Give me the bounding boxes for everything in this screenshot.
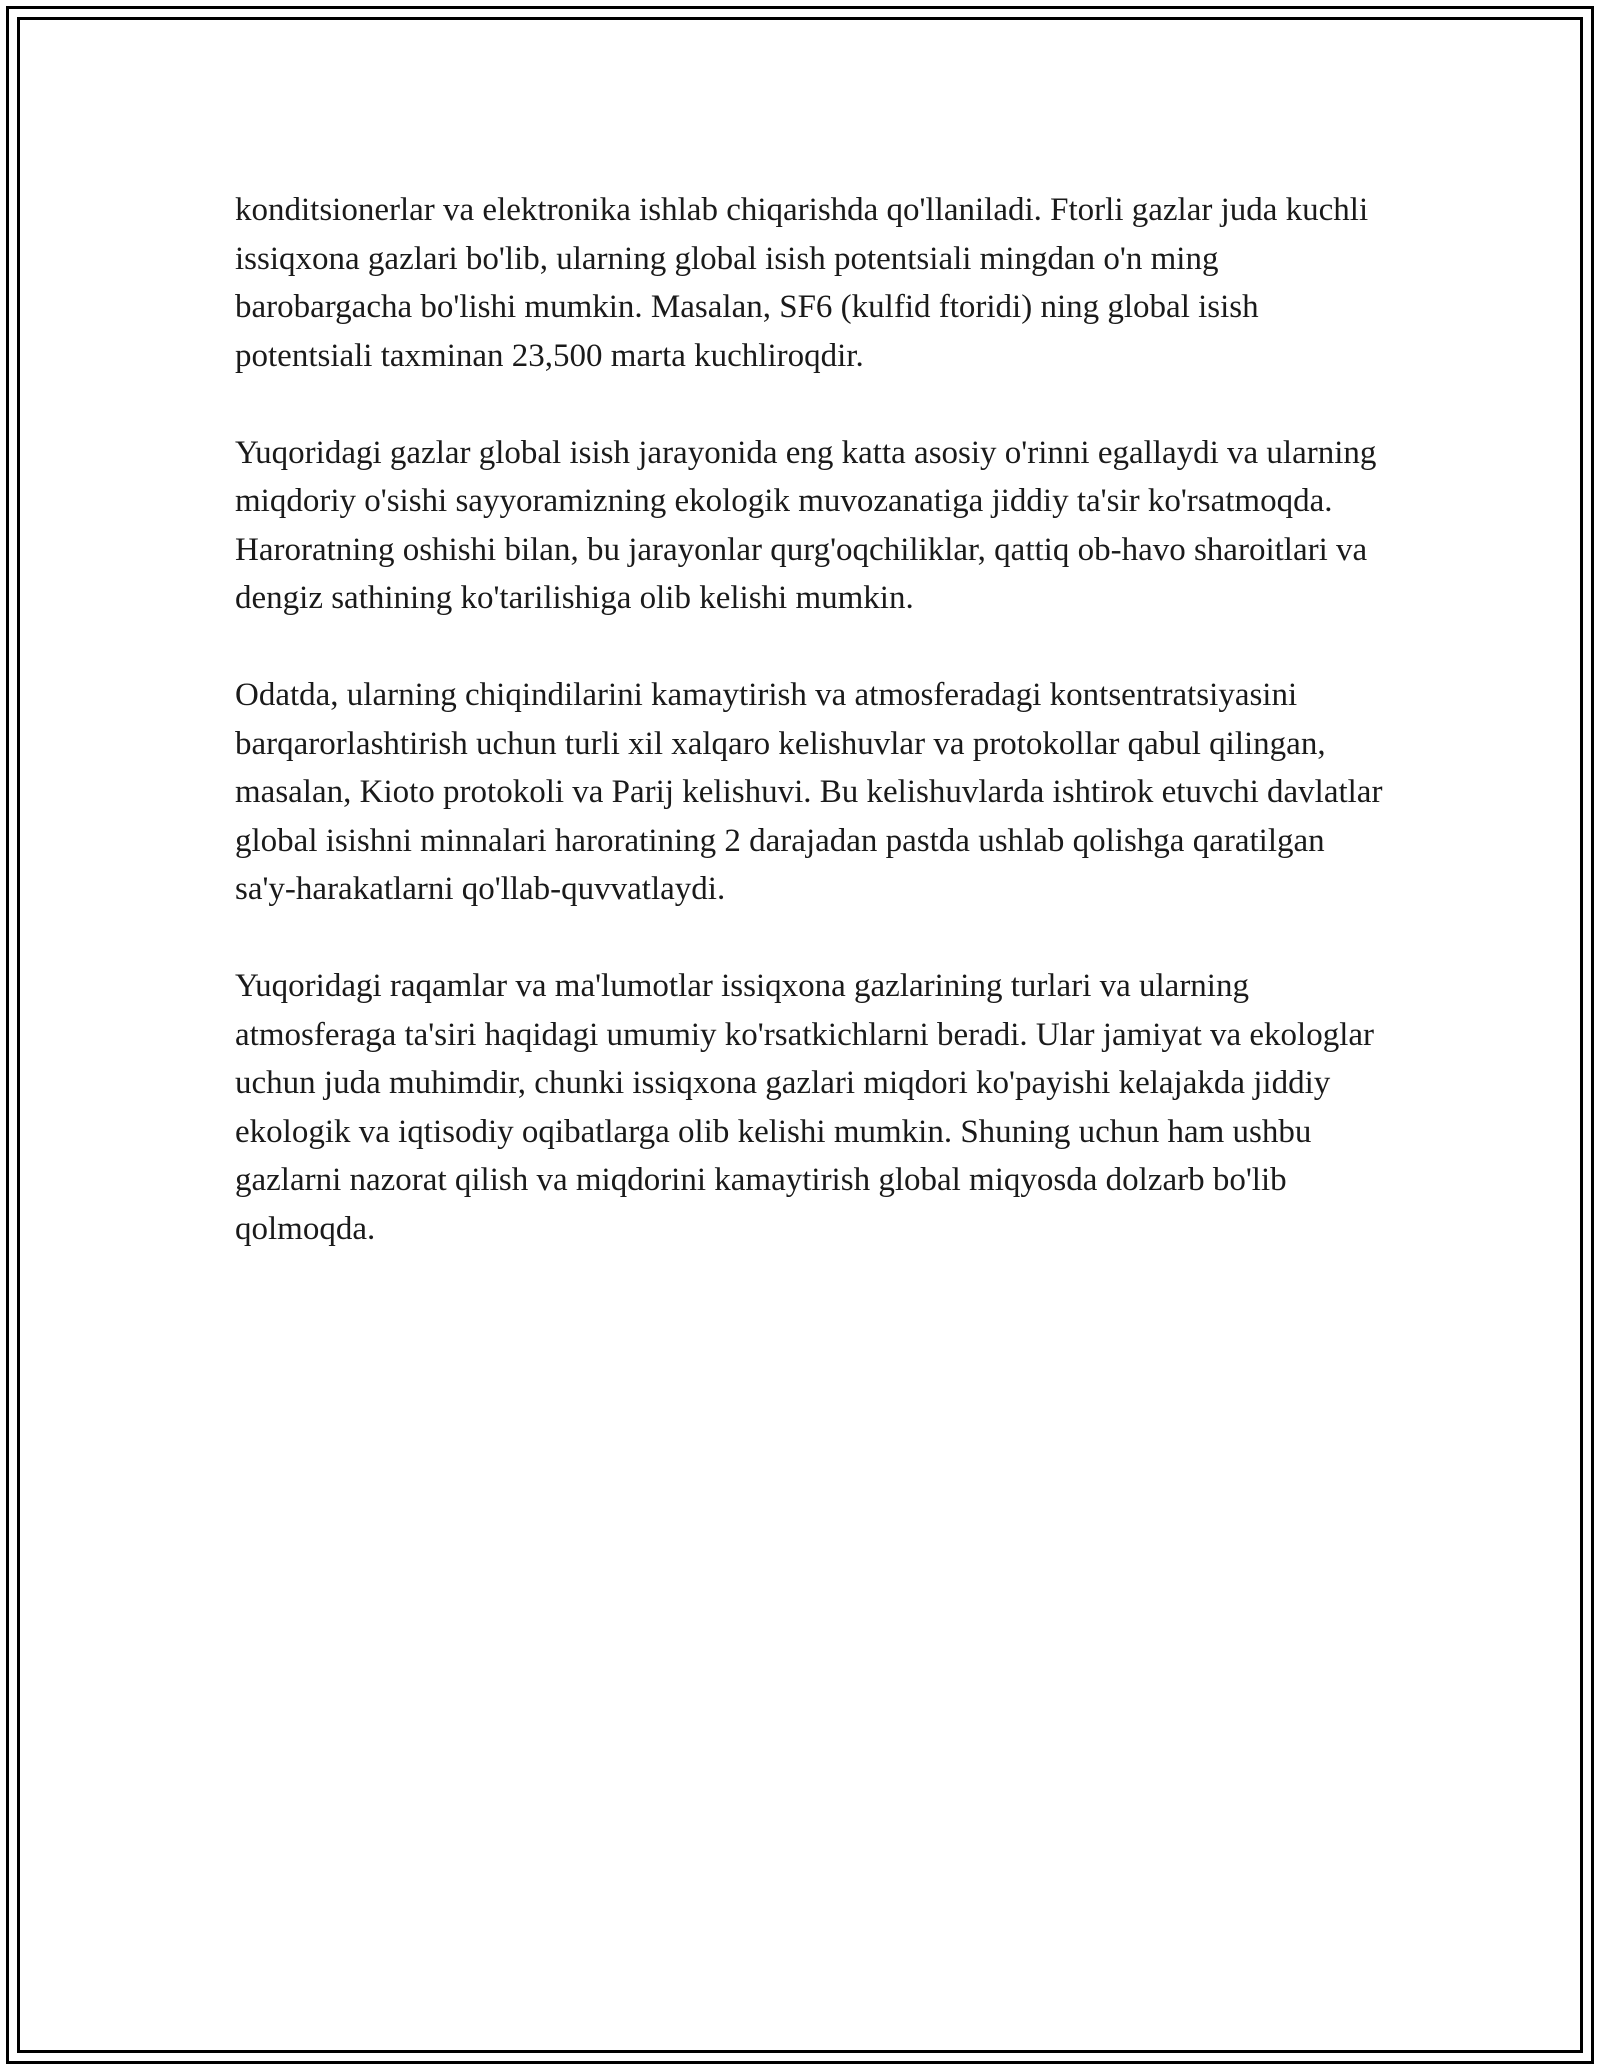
paragraph-2: Yuqoridagi gazlar global isish jarayonida eng katta asosiy o'rinni egallaydi va ularning miqdoriy o'sishi sayyoramizning ekologik muvozanatiga jiddiy ta'sir ko'rsatmoqda. Haroratning oshishi bilan, bu jarayonlar qurg'oqchiliklar, qattiq ob-havo sharoitlari va dengiz sathining ko'tarilishiga olib kelishi mumkin. bbox=[235, 434, 1377, 616]
paragraph-3: Odatda, ularning chiqindilarini kamaytirish va atmosferadagi kontsentratsiyasini barqarorlashtirish uchun turli xil xalqaro kelishuvlar va protokollar qabul qilingan, masalan, Kioto protokoli va Parij kelishuvi. Bu kelishuvlarda ishtirok etuvchi davlatlar global isishni minnalari haroratining 2 darajadan pastda ushlab qolishga qaratilgan sa'y-harakatlarni qo'llab-quvvatlaydi. bbox=[235, 677, 1383, 907]
document-body bbox=[235, 186, 1385, 1302]
paragraph-4: Yuqoridagi raqamlar va ma'lumotlar issiqxona gazlarining turlari va ularning atmosferaga ta'siri haqidagi umumiy ko'rsatkichlarni beradi. Ular jamiyat va ekologlar uchun juda muhimdir, chunki issiqxona gazlari miqdori ko'payishi kelajakda jiddiy ekologik va iqtisodiy oqibatlarga olib kelishi mumkin. Shuning uchun ham ushbu gazlarni nazorat qilish va miqdorini kamaytirish global miqyosda dolzarb bo'lib qolmoqda. bbox=[235, 968, 1375, 1247]
paragraph-1: konditsionerlar va elektronika ishlab chiqarishda qo'llaniladi. Ftorli gazlar juda kuchli issiqxona gazlari bo'lib, ularning global isish potentsiali mingdan o'n ming barobargacha bo'lishi mumkin. Masalan, SF6 (kulfid ftoridi) ning global isish potentsiali taxminan 23,500 marta kuchliroqdir. bbox=[235, 192, 1369, 374]
